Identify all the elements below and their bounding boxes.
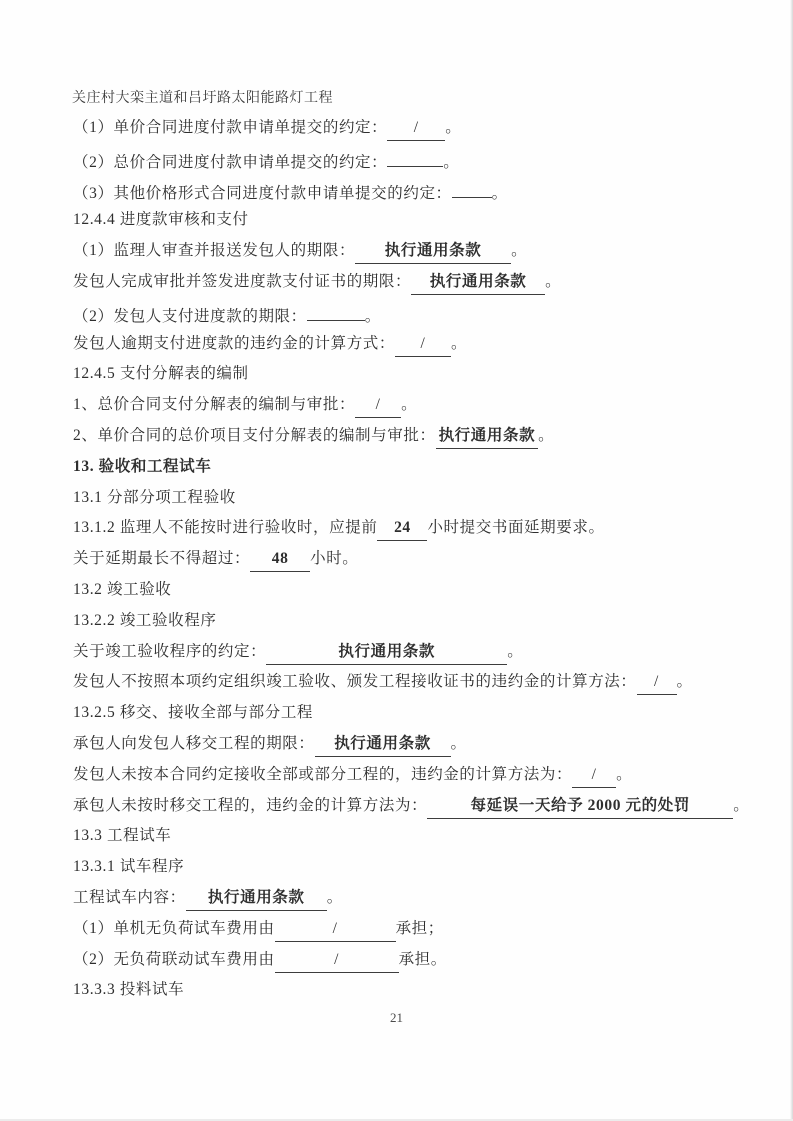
text-segment: 12.4.4 进度款审核和支付: [73, 211, 249, 229]
clause-12-4-4-item-2: [73, 298, 753, 329]
text-segment: 。: [450, 734, 467, 752]
clause-13-1-2-max-delay: [73, 544, 753, 575]
text-segment: 发包人完成审批并签发进度款支付证书的期限：: [73, 272, 412, 290]
fill-in-blank: /: [572, 765, 616, 788]
text-segment: 发包人未按本合同约定接收全部或部分工程的，违约金的计算方法为：: [73, 765, 573, 783]
text-segment: 13.1 分部分项工程验收: [73, 488, 236, 506]
text-segment: 。: [676, 673, 693, 691]
fill-in-blank: /: [387, 118, 445, 141]
clause-13-2-5-handover: [73, 729, 753, 760]
text-segment: 。: [545, 272, 562, 290]
text-segment: 。: [491, 184, 508, 202]
clause-12-4-3-item-3: [73, 175, 753, 206]
fill-in-blank: /: [637, 672, 677, 695]
text-segment: 13.3.3 投料试车: [73, 981, 185, 999]
text-segment: 13.2 竣工验收: [73, 580, 172, 598]
text-segment: 12.4.5 支付分解表的编制: [73, 365, 249, 383]
fill-in-blank: /: [395, 334, 451, 357]
fill-in-blank: 48: [250, 549, 310, 572]
fill-in-blank: 执行通用条款: [266, 642, 507, 665]
text-segment: 。: [733, 796, 750, 814]
text-segment: 。: [401, 396, 418, 414]
fill-in-blank: /: [355, 395, 401, 418]
text-segment: 。: [507, 642, 524, 660]
fill-in-blank: 每延误一天给予 2000 元的处罚: [427, 796, 733, 819]
text-segment: 。: [445, 119, 462, 136]
clause-12-4-5-item-2: [73, 421, 753, 452]
heading-13-3-1: [73, 852, 753, 883]
text-segment: 13.2.5 移交、接收全部与部分工程: [73, 704, 314, 722]
clause-12-4-4-approval: [73, 267, 753, 298]
text-segment: 13.2.2 竣工验收程序: [73, 611, 217, 629]
fill-in-blank: 执行通用条款: [411, 272, 545, 295]
heading-13-1: [73, 483, 753, 514]
project-title: 关庄村大栾主道和吕圩路太阳能路灯工程: [72, 91, 333, 106]
heading-13-3-3: [73, 975, 753, 1006]
fill-in-blank: /: [275, 950, 399, 973]
clause-13-2-2-procedure: [73, 637, 753, 668]
fill-in-blank: /: [275, 919, 396, 942]
text-segment: 关于竣工验收程序的约定：: [73, 642, 267, 660]
text-segment: 。: [443, 153, 460, 171]
text-segment: 小时。: [310, 550, 359, 568]
clause-12-4-4-penalty: [73, 329, 753, 360]
text-segment: 13. 验收和工程试车: [73, 457, 212, 475]
text-segment: 。: [616, 765, 633, 783]
text-segment: 13.3.1 试车程序: [73, 858, 185, 876]
clause-13-2-5-employer-penalty: [73, 760, 753, 791]
document-body: [73, 113, 753, 1006]
fill-in-blank: [307, 298, 365, 321]
text-segment: 2、单价合同的总价项目支付分解表的编制与审批：: [73, 426, 436, 444]
clause-12-4-3-item-1: [73, 113, 753, 144]
fill-in-blank: 执行通用条款: [315, 734, 451, 757]
fill-in-blank: 执行通用条款: [436, 426, 539, 449]
text-segment: 。: [326, 888, 343, 906]
heading-12-4-5: [73, 359, 753, 390]
text-segment: （1）监理人审查并报送发包人的期限：: [73, 242, 356, 260]
fill-in-blank: 24: [377, 518, 427, 541]
text-segment: 13.3 工程试车: [73, 827, 172, 845]
text-segment: （2）无负荷联动试车费用由: [73, 950, 275, 968]
text-segment: 13.1.2 监理人不能按时进行验收时，应提前: [73, 519, 378, 537]
heading-13-3: [73, 821, 753, 852]
text-segment: 承包人向发包人移交工程的期限：: [73, 734, 315, 752]
clause-12-4-3-item-2: [73, 144, 753, 175]
fill-in-blank: 执行通用条款: [186, 888, 327, 911]
text-segment: （2）总价合同进度付款申请单提交的约定：: [73, 153, 388, 171]
clause-13-3-1-content: [73, 883, 753, 914]
text-segment: 。: [451, 334, 468, 352]
text-segment: （1）单机无负荷试车费用由: [73, 919, 275, 937]
clause-13-3-1-item-1: [73, 914, 753, 945]
fill-in-blank: [452, 175, 492, 198]
text-segment: 发包人不按照本项约定组织竣工验收、颁发工程接收证书的违约金的计算方法：: [73, 673, 637, 691]
clause-13-2-2-penalty: [73, 667, 753, 698]
fill-in-blank: 执行通用条款: [355, 241, 511, 264]
text-segment: 承担；: [395, 919, 444, 937]
heading-12-4-4: [73, 205, 753, 236]
clause-13-1-2: [73, 513, 753, 544]
text-segment: 。: [511, 242, 528, 260]
text-segment: （1）单价合同进度付款申请单提交的约定：: [73, 119, 388, 136]
text-segment: 1、总价合同支付分解表的编制与审批：: [73, 396, 356, 414]
text-segment: 关于延期最长不得超过：: [73, 550, 251, 568]
heading-13: [73, 452, 753, 483]
heading-13-2-2: [73, 606, 753, 637]
clause-12-4-5-item-1: [73, 390, 753, 421]
text-segment: 发包人逾期支付进度款的违约金的计算方式：: [73, 334, 396, 352]
fill-in-blank: [387, 144, 443, 167]
text-segment: （2）发包人支付进度款的期限：: [73, 307, 307, 325]
text-segment: 承包人未按时移交工程的，违约金的计算方法为：: [73, 796, 428, 814]
text-segment: 。: [364, 307, 381, 325]
page-number: 21: [390, 1010, 403, 1025]
text-segment: （3）其他价格形式合同进度付款申请单提交的约定：: [73, 184, 452, 202]
text-segment: 承担。: [398, 950, 447, 968]
text-segment: 。: [538, 426, 555, 444]
text-segment: 工程试车内容：: [73, 888, 186, 906]
heading-13-2-5: [73, 698, 753, 729]
clause-13-2-5-contractor-penalty: [73, 791, 753, 822]
heading-13-2: [73, 575, 753, 606]
text-segment: 小时提交书面延期要求。: [427, 519, 605, 537]
clause-12-4-4-item-1: [73, 236, 753, 267]
clause-13-3-1-item-2: [73, 945, 753, 976]
